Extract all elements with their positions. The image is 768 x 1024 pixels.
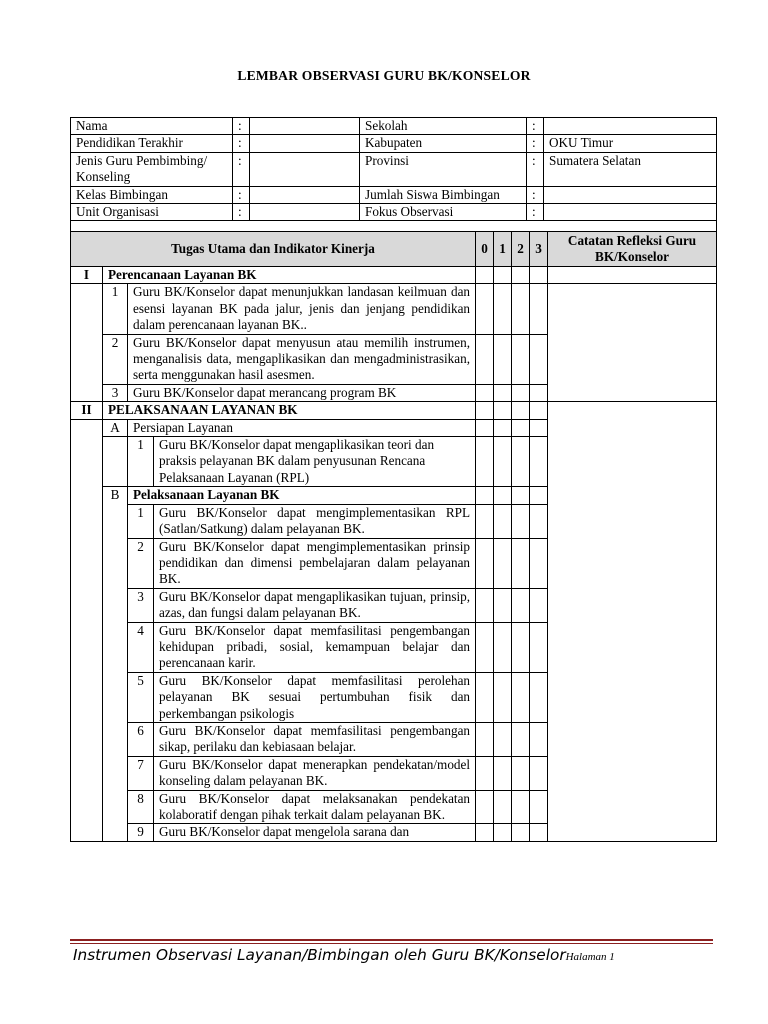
label-kabupaten: Kabupaten [360,135,527,152]
info-row [71,204,717,221]
score-cell[interactable] [530,722,548,756]
indicator-text: Guru BK/Konselor dapat memfasilitasi pengembangan kehidupan pribadi, sosial, kemampuan belajar dan perencanaan karir. [154,622,476,672]
indicator-number: 1 [103,284,128,334]
score-cell[interactable] [530,384,548,401]
score-cell[interactable] [494,419,512,436]
indicator-text: Guru BK/Konselor dapat mengaplikasikan teori dan praksis pelayanan BK dalam penyusunan Rencana Pelaksanaan Layanan (RPL) [154,437,476,487]
score-cell[interactable] [494,284,512,334]
value-sekolah[interactable] [544,118,717,135]
indicator-text: Guru BK/Konselor dapat menunjukkan landasan keilmuan dan esensi layanan BK pada jalur, jenis dan jenjang pendidikan dalam perencanaan layanan BK.. [128,284,476,334]
score-cell[interactable] [530,267,548,284]
score-cell[interactable] [530,504,548,538]
score-cell[interactable] [530,538,548,588]
label-fokus: Fokus Observasi [360,204,527,221]
page-number: Halaman 1 [565,951,615,963]
score-cell[interactable] [530,402,548,419]
value-provinsi[interactable]: Sumatera Selatan [544,152,717,186]
indicator-number: 6 [128,722,154,756]
score-cell[interactable] [494,334,512,384]
score-cell[interactable] [476,437,494,487]
indicator-number: 3 [128,588,154,622]
score-cell[interactable] [530,622,548,672]
score-cell[interactable] [494,588,512,622]
indicator-text: Guru BK/Konselor dapat memfasilitasi perolehan pelayanan BK sesuai pertumbuhan fisik dan perkembangan psikologis [154,672,476,722]
indicator-text: Guru BK/Konselor dapat menyusun atau memilih instrumen, menganalisis data, mengaplikasikan dan mengadministrasikan, serta menggunakan hasil asesmen. [128,334,476,384]
score-cell[interactable] [476,672,494,722]
score-cell[interactable] [512,756,530,790]
score-cell[interactable] [494,437,512,487]
score-cell[interactable] [530,419,548,436]
indicator-number: 1 [128,504,154,538]
section-row [71,267,717,284]
subsection-title: Pelaksanaan Layanan BK [128,487,476,504]
indent-cell [71,419,103,841]
score-cell[interactable] [530,756,548,790]
header-catatan: Catatan Refleksi Guru BK/Konselor [548,232,717,267]
score-cell[interactable] [476,284,494,334]
subsection-title: Persiapan Layanan [128,419,476,436]
score-cell[interactable] [530,334,548,384]
section-number: I [71,267,103,284]
score-cell[interactable] [512,267,530,284]
score-cell[interactable] [476,756,494,790]
value-jumlah[interactable] [544,186,717,203]
score-cell[interactable] [476,384,494,401]
score-cell[interactable] [512,722,530,756]
info-row [71,135,717,152]
indicator-number: 4 [128,622,154,672]
score-cell[interactable] [476,538,494,588]
label-jumlah: Jumlah Siswa Bimbingan [360,186,527,203]
score-cell[interactable] [476,622,494,672]
indicator-text: Guru BK/Konselor dapat menerapkan pendekatan/model konseling dalam pelayanan BK. [154,756,476,790]
value-jenis[interactable] [250,152,360,186]
score-cell[interactable] [512,588,530,622]
indicator-text: Guru BK/Konselor dapat memfasilitasi pengembangan sikap, perilaku dan kebiasaan belajar. [154,722,476,756]
score-cell[interactable] [512,437,530,487]
score-cell[interactable] [494,402,512,419]
identity-table [70,117,717,234]
header-tugas: Tugas Utama dan Indikator Kinerja [71,232,476,267]
score-cell[interactable] [476,402,494,419]
score-cell[interactable] [512,824,530,841]
score-cell[interactable] [512,790,530,824]
score-cell[interactable] [512,284,530,334]
score-cell[interactable] [494,722,512,756]
score-cell[interactable] [476,419,494,436]
score-cell[interactable] [512,419,530,436]
footer-text: Instrumen Observasi Layanan/Bimbingan oleh Guru BK/Konselor [73,946,566,964]
indicator-number: 2 [128,538,154,588]
colon: : [527,118,544,135]
observation-table [70,231,717,842]
indicator-text: Guru BK/Konselor dapat melaksanakan pendekatan kolaboratif dengan pihak terkait dalam pelayanan BK. [154,790,476,824]
score-cell[interactable] [512,384,530,401]
score-cell[interactable] [530,437,548,487]
info-row [71,186,717,203]
score-cell[interactable] [494,672,512,722]
score-cell[interactable] [476,790,494,824]
indicator-number: 3 [103,384,128,401]
page-title: LEMBAR OBSERVASI GURU BK/KONSELOR [237,68,531,83]
footer-divider [70,943,713,944]
score-cell[interactable] [530,284,548,334]
score-cell[interactable] [512,538,530,588]
score-header-0: 0 [476,232,494,267]
value-unit[interactable] [250,204,360,221]
score-cell[interactable] [476,504,494,538]
score-cell[interactable] [494,790,512,824]
page-footer [73,946,713,964]
colon: : [233,152,250,186]
score-cell[interactable] [512,334,530,384]
score-cell[interactable] [530,588,548,622]
label-jenis: Jenis Guru Pembimbing/ Konseling [71,152,233,186]
info-row [71,152,717,186]
score-cell[interactable] [530,824,548,841]
score-cell[interactable] [476,824,494,841]
indicator-text: Guru BK/Konselor dapat merancang program BK [128,384,476,401]
colon: : [527,186,544,203]
section-title: PELAKSANAAN LAYANAN BK [103,402,476,419]
score-cell[interactable] [512,402,530,419]
colon: : [527,135,544,152]
score-cell[interactable] [494,384,512,401]
value-kelas[interactable] [250,186,360,203]
value-fokus[interactable] [544,204,717,221]
colon: : [233,204,250,221]
subsection-letter: B [103,487,128,842]
label-kelas: Kelas Bimbingan [71,186,233,203]
info-row [71,118,717,135]
indicator-text: Guru BK/Konselor dapat mengaplikasikan tujuan, prinsip, azas, dan fungsi dalam pelayanan BK. [154,588,476,622]
indent-cell [71,284,103,402]
score-header-1: 1 [494,232,512,267]
table-header [71,232,717,267]
label-unit: Unit Organisasi [71,204,233,221]
colon: : [233,135,250,152]
label-provinsi: Provinsi [360,152,527,186]
indicator-number: 2 [103,334,128,384]
indicator-number: 8 [128,790,154,824]
score-header-2: 2 [512,232,530,267]
section-number: II [71,402,103,419]
score-cell[interactable] [476,588,494,622]
colon: : [233,186,250,203]
score-cell[interactable] [512,672,530,722]
score-cell[interactable] [512,504,530,538]
subsection-letter: A [103,419,128,436]
colon: : [527,152,544,186]
reflection-cell[interactable] [548,267,717,284]
reflection-cell[interactable] [548,402,717,842]
score-cell[interactable] [476,487,494,504]
indicator-text: Guru BK/Konselor dapat mengelola sarana dan [154,824,476,841]
score-cell[interactable] [476,722,494,756]
label-nama: Nama [71,118,233,135]
value-nama[interactable] [250,118,360,135]
score-cell[interactable] [476,334,494,384]
score-cell[interactable] [512,622,530,672]
score-cell[interactable] [494,538,512,588]
indicator-text: Guru BK/Konselor dapat mengimplementasikan RPL (Satlan/Satkung) dalam pelayanan BK. [154,504,476,538]
score-cell[interactable] [494,824,512,841]
value-kabupaten[interactable]: OKU Timur [544,135,717,152]
score-header-3: 3 [530,232,548,267]
indent-cell [103,437,128,487]
indicator-number: 9 [128,824,154,841]
score-cell[interactable] [530,672,548,722]
indicator-number: 5 [128,672,154,722]
score-cell[interactable] [512,487,530,504]
label-pendidikan: Pendidikan Terakhir [71,135,233,152]
footer-divider [70,939,713,941]
score-cell[interactable] [494,487,512,504]
colon: : [233,118,250,135]
colon: : [527,204,544,221]
indicator-number: 1 [128,437,154,487]
score-cell[interactable] [494,504,512,538]
score-cell[interactable] [530,487,548,504]
reflection-cell[interactable] [548,284,717,402]
indicator-text: Guru BK/Konselor dapat mengimplementasikan prinsip pendidikan dan dimensi pembelajaran dalam pelayanan BK. [154,538,476,588]
section-title: Perencanaan Layanan BK [103,267,476,284]
indicator-number: 7 [128,756,154,790]
score-cell[interactable] [494,622,512,672]
score-cell[interactable] [530,790,548,824]
label-sekolah: Sekolah [360,118,527,135]
score-cell[interactable] [494,267,512,284]
score-cell[interactable] [494,756,512,790]
score-cell[interactable] [476,267,494,284]
indicator-row [71,284,717,334]
value-pendidikan[interactable] [250,135,360,152]
section-row [71,402,717,419]
